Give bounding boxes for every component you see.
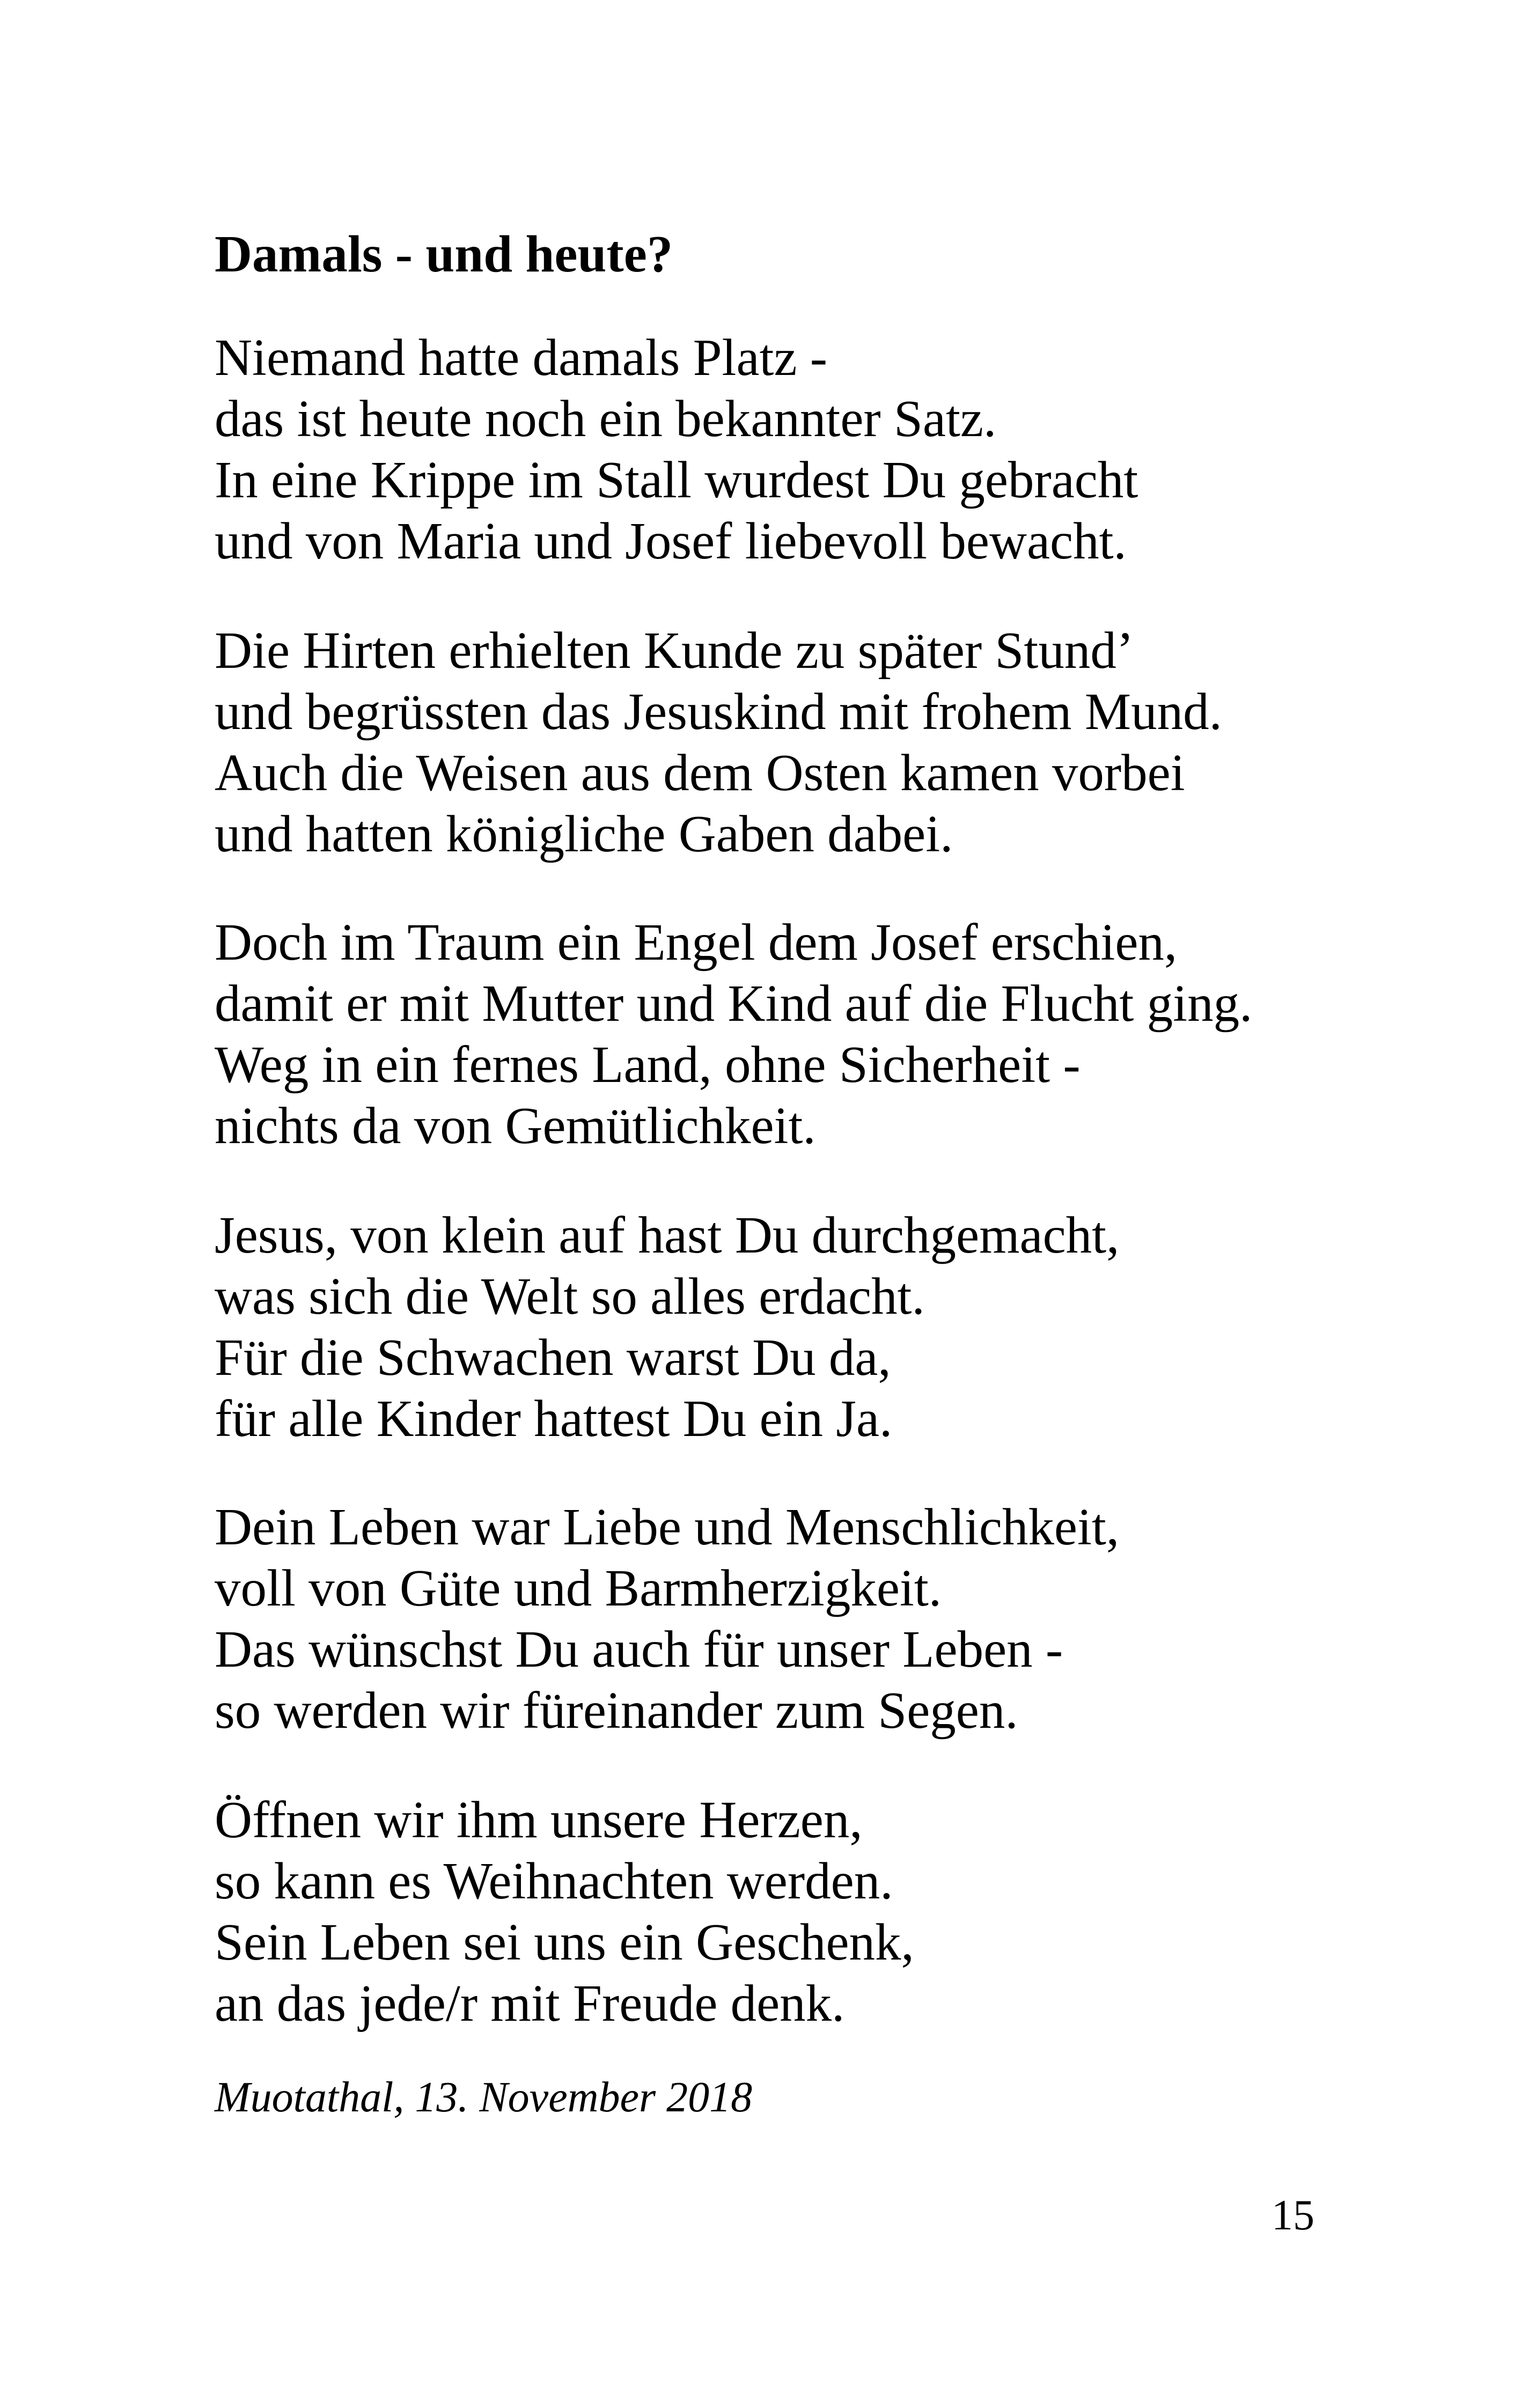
poem-line: und hatten königliche Gaben dabei. (215, 805, 953, 863)
poem-line: Weg in ein fernes Land, ohne Sicherheit - (215, 1036, 1081, 1093)
poem-line: an das jede/r mit Freude denk. (215, 1975, 845, 2032)
poem-line: Dein Leben war Liebe und Menschlichkeit, (215, 1498, 1120, 1556)
poem-line: Das wünschst Du auch für unser Leben - (215, 1621, 1063, 1678)
poem-line: das ist heute noch ein bekannter Satz. (215, 390, 997, 447)
poem-line: Doch im Traum ein Engel dem Josef erschien, (215, 914, 1178, 971)
poem-line: Für die Schwachen warst Du da, (215, 1329, 891, 1386)
poem-line: Die Hirten erhielten Kunde zu später Stund’ (215, 622, 1134, 679)
page-number: 15 (1272, 2192, 1314, 2239)
poem-line: damit er mit Mutter und Kind auf die Flucht ging. (215, 975, 1253, 1032)
poem-stanza-5 (215, 1497, 1119, 1741)
poem-stanza-6 (215, 1790, 914, 2034)
poem-line: Auch die Weisen aus dem Osten kamen vorbei (215, 744, 1185, 801)
poem-line: Öffnen wir ihm unsere Herzen, (215, 1791, 863, 1849)
poem-title: Damals - und heute? (215, 225, 673, 283)
poem-line: In eine Krippe im Stall wurdest Du gebracht (215, 451, 1138, 509)
poem-line: und begrüssten das Jesuskind mit frohem Mund. (215, 683, 1222, 740)
poem-line: Niemand hatte damals Platz - (215, 329, 828, 386)
poem-stanza-3 (215, 912, 1252, 1157)
poem-line: so kann es Weihnachten werden. (215, 1852, 893, 1910)
poem-line: Jesus, von klein auf hast Du durchgemacht, (215, 1206, 1120, 1264)
poem-stanza-4 (215, 1205, 1119, 1449)
poem-line: so werden wir füreinander zum Segen. (215, 1682, 1018, 1739)
poem-stanza-1 (215, 327, 1138, 572)
poem-line: was sich die Welt so alles erdacht. (215, 1268, 925, 1325)
poem-line: voll von Güte und Barmherzigkeit. (215, 1559, 942, 1617)
poem-line: und von Maria und Josef liebevoll bewacht. (215, 512, 1127, 570)
place-date-signature: Muotathal, 13. November 2018 (215, 2074, 753, 2121)
poem-line: Sein Leben sei uns ein Geschenk, (215, 1913, 914, 1971)
poem-stanza-2 (215, 620, 1222, 865)
poem-line: für alle Kinder hattest Du ein Ja. (215, 1390, 893, 1447)
poem-line: nichts da von Gemütlichkeit. (215, 1097, 816, 1154)
